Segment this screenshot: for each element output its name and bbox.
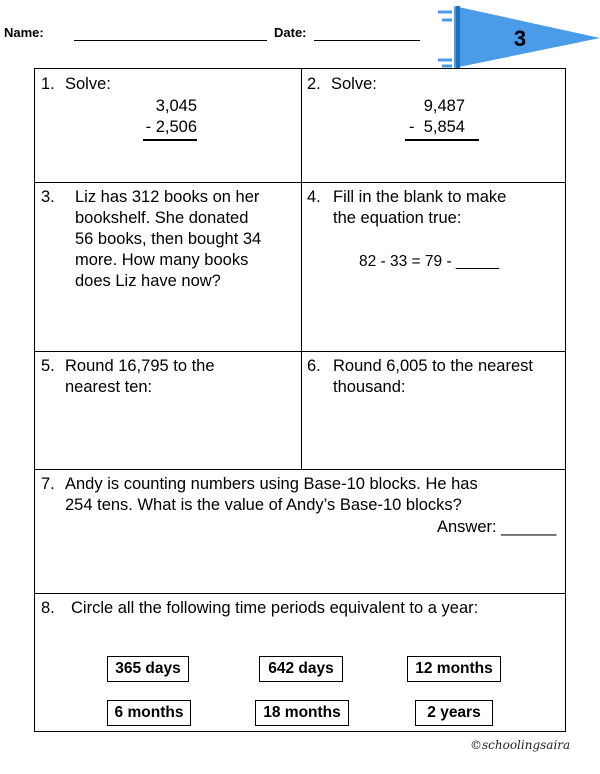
row-divider [35,182,565,183]
word-problem-text: Andy is counting numbers using Base-10 blocks. He has 254 tens. What is the value of Andy’s Base-10 blocks? [65,475,478,514]
problem-number: 6. [307,357,321,375]
pennant-number: 3 [513,26,527,51]
problem-grid [34,68,566,732]
word-problem-text: Liz has 312 books on her bookshelf. She donated 56 books, then bought 34 more. How many books does Liz have now? [75,188,262,290]
subtraction-top: 3,045 [155,97,197,115]
option-365-days[interactable]: 365 days [107,656,189,682]
option-18-months[interactable]: 18 months [255,700,349,726]
answer-label: Answer: ______ [437,518,557,536]
problem-number: 3. [41,188,55,206]
problem-text: Round 16,795 to the nearest ten: [65,357,215,396]
column-divider [301,69,302,469]
problem-text: Round 6,005 to the nearest thousand: [333,357,533,396]
problem-text: Fill in the blank to make the equation true: [333,188,507,227]
subtraction-bottom: - 5,854 [409,118,465,136]
date-label: Date: [274,25,307,40]
name-label: Name: [4,25,44,40]
answer-line [143,139,197,141]
row-divider [35,351,565,352]
name-blank-line[interactable] [74,40,267,41]
option-2-years[interactable]: 2 years [415,700,493,726]
answer-line [405,139,479,141]
problem-prompt: Circle all the following time periods equivalent to a year: [71,599,479,617]
row-divider [35,593,565,594]
problem-number: 2. [307,75,321,93]
option-12-months[interactable]: 12 months [407,656,501,682]
problem-number: 7. [41,475,55,493]
subtraction-bottom: - 2,506 [145,118,197,136]
row-divider [35,469,565,470]
problem-number: 1. [41,75,55,93]
equation: 82 - 33 = 79 - _____ [359,253,500,270]
option-642-days[interactable]: 642 days [259,656,343,682]
option-6-months[interactable]: 6 months [107,700,191,726]
date-blank-line[interactable] [314,40,420,41]
worksheet-header [0,0,600,68]
problem-prompt: Solve: [65,75,111,93]
problem-number: 5. [41,357,55,375]
subtraction-top: 9,487 [423,97,465,115]
problem-number: 4. [307,188,321,206]
problem-prompt: Solve: [331,75,377,93]
problem-number: 8. [41,599,55,617]
copyright-credit: ©schoolingsaira [470,738,571,752]
